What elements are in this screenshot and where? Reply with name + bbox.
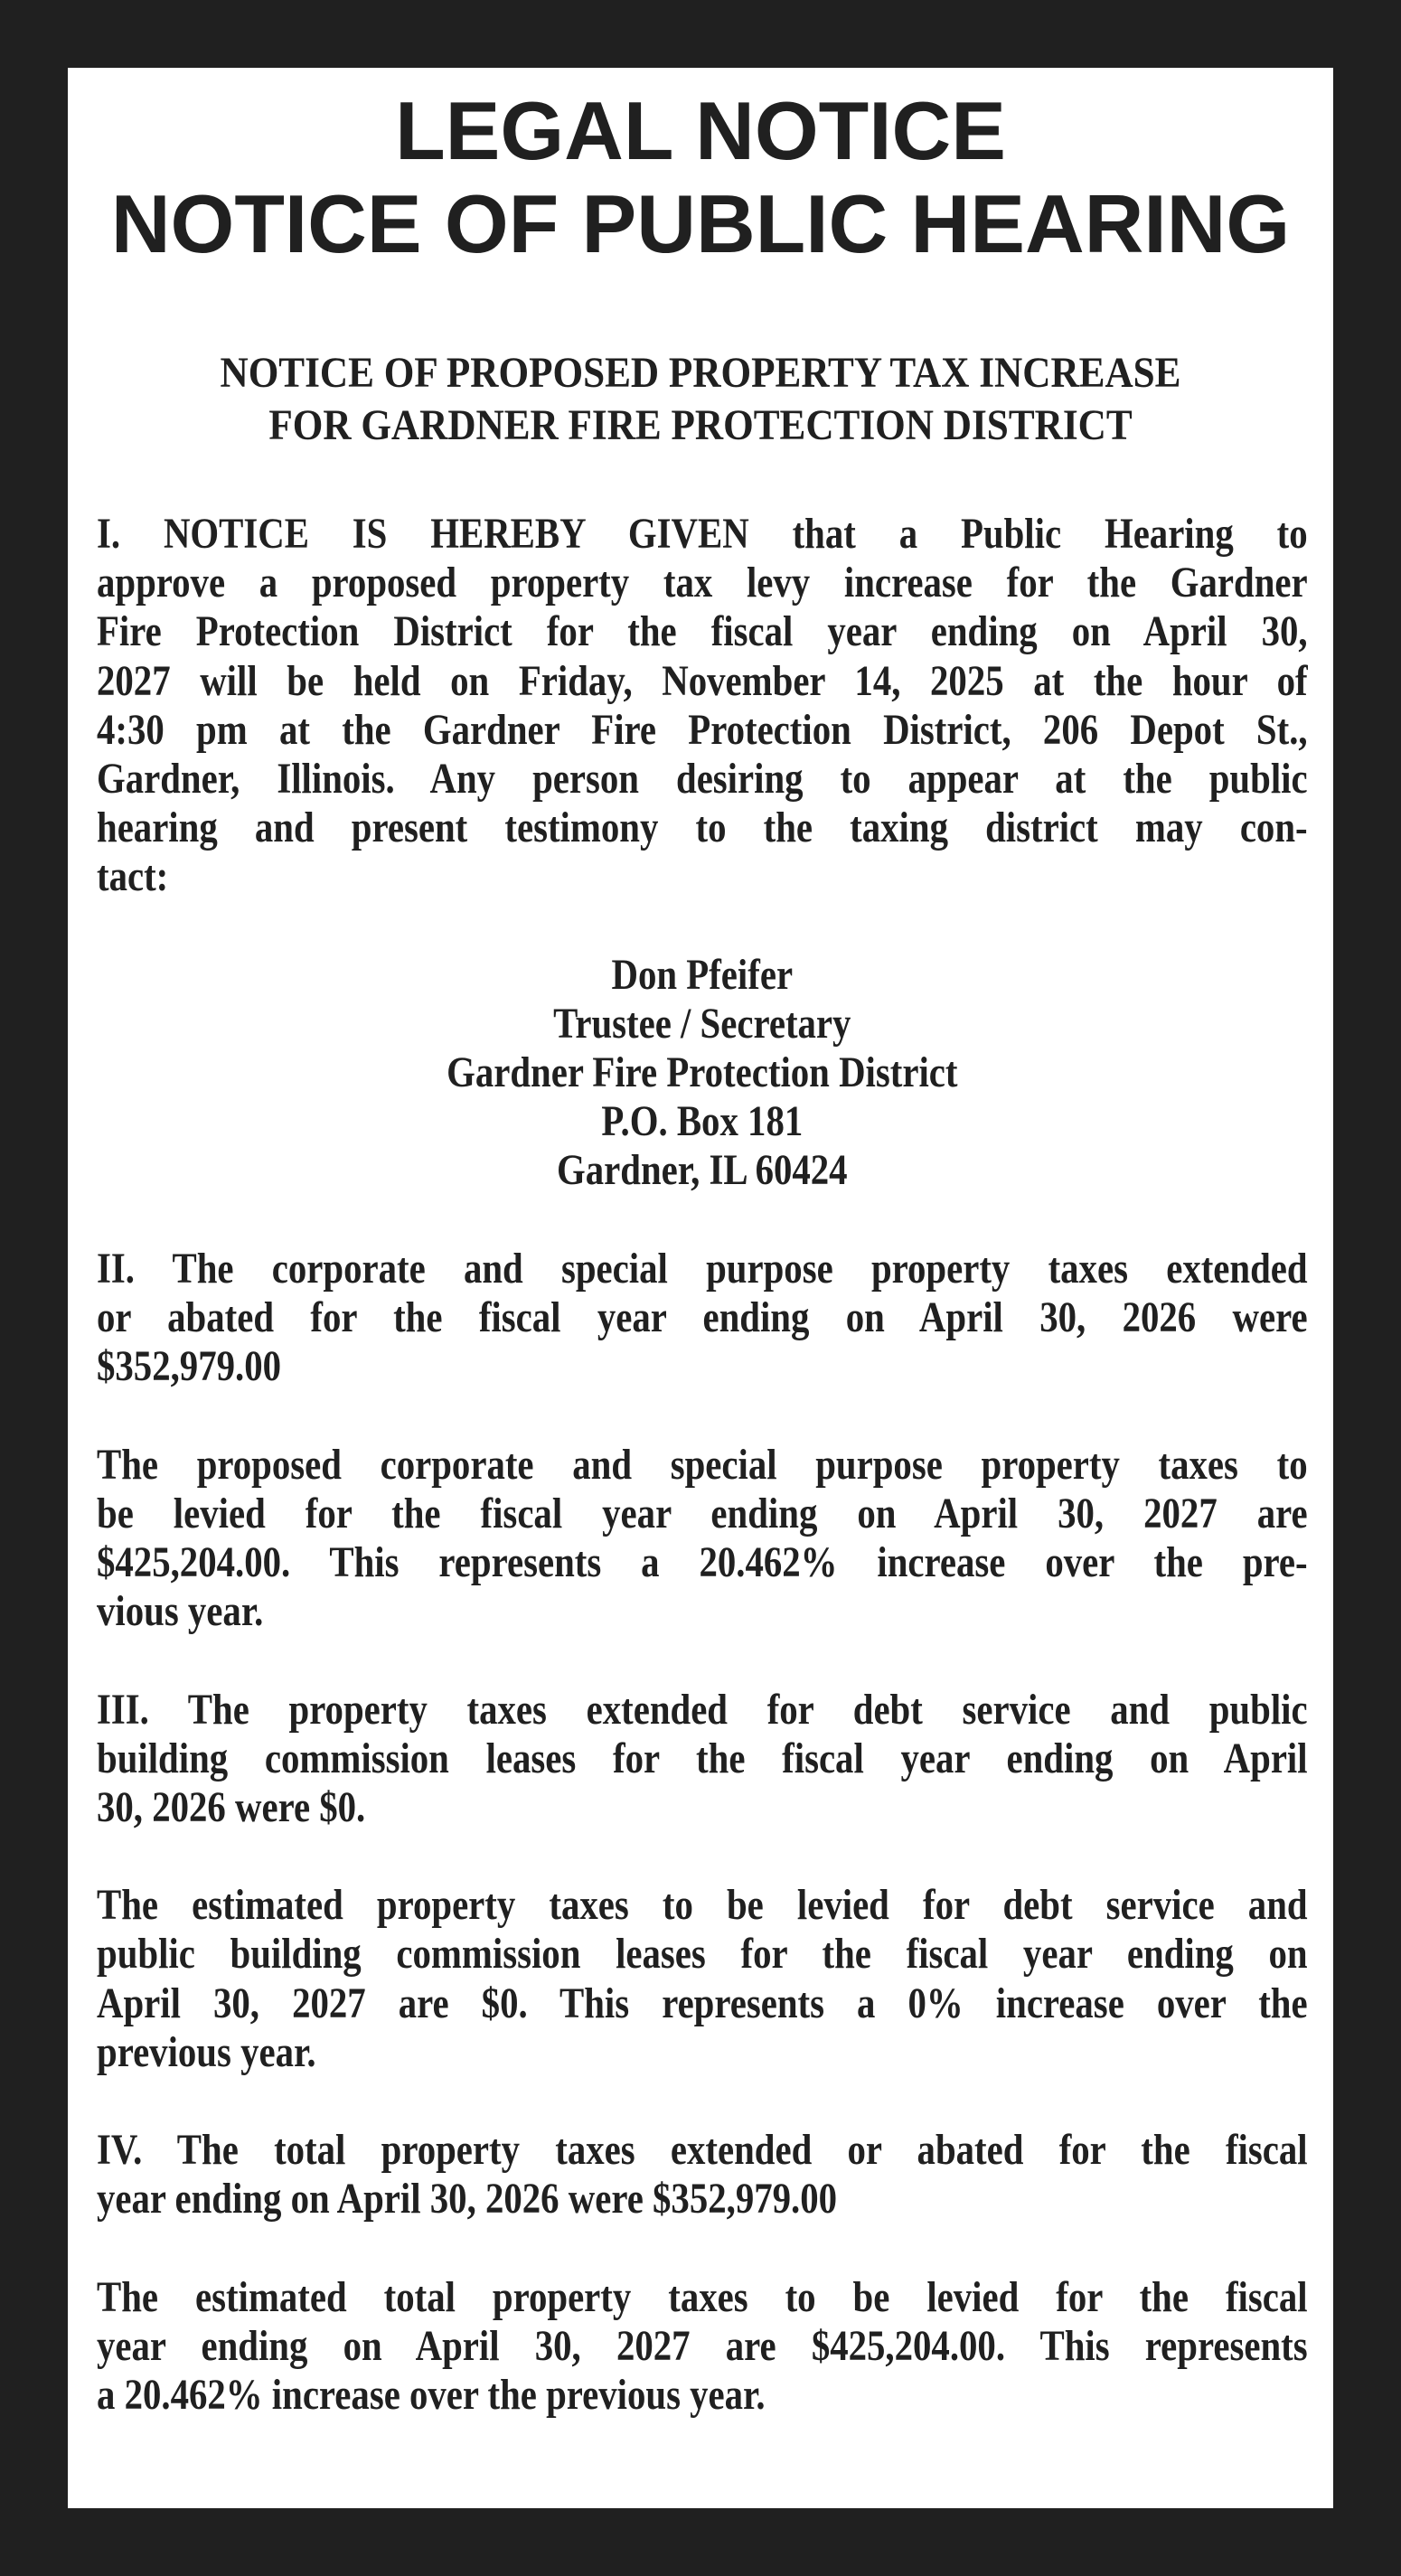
text-line: 30, 2026 were $0. <box>97 1782 366 1831</box>
text-line: The proposed corporate and special purpose property taxes to <box>97 1440 1308 1489</box>
notice-title <box>68 85 1333 271</box>
text-line: I. NOTICE IS HEREBY GIVEN that a Public Hearing to <box>97 510 1308 558</box>
text-line: vious year. <box>97 1587 264 1636</box>
section-2-paragraph <box>97 1245 1308 1392</box>
section-3-estimated-paragraph <box>97 1881 1308 2077</box>
text-line: The estimated total property taxes to be levied for the fiscal <box>97 2272 1308 2321</box>
contact-address-block <box>97 951 1308 1196</box>
notice-subtitle <box>68 347 1333 452</box>
text-line: $425,204.00. This represents a 20.462% increase over the pre- <box>97 1537 1308 1586</box>
text-line: 2027 will be held on Friday, November 14, 2025 at the hour of <box>97 656 1308 705</box>
contact-title: Trustee / Secretary <box>553 999 851 1048</box>
text-line: previous year. <box>97 2027 316 2076</box>
text-line: IV. The total property taxes extended or abated for the fiscal <box>97 2126 1308 2175</box>
text-line: 4:30 pm at the Gardner Fire Protection District, 206 Depot St., <box>97 705 1308 754</box>
section-2-proposed-paragraph <box>97 1441 1308 1637</box>
text-line: Fire Protection District for the fiscal year ending on April 30, <box>97 607 1308 656</box>
contact-name: Don Pfeifer <box>611 950 794 999</box>
contact-po-box: P.O. Box 181 <box>601 1097 804 1146</box>
text-line: The estimated property taxes to be levied for debt service and <box>97 1881 1308 1930</box>
subtitle-line: NOTICE OF PROPOSED PROPERTY TAX INCREASE <box>220 349 1181 397</box>
text-line: or abated for the fiscal year ending on April 30, 2026 were <box>97 1293 1308 1341</box>
text-line: approve a proposed property tax levy increase for the Gardner <box>97 559 1308 607</box>
section-4-estimated-paragraph <box>97 2273 1308 2421</box>
text-line: public building commission leases for the fiscal year ending on <box>97 1930 1308 1979</box>
text-line: $352,979.00 <box>97 1342 281 1391</box>
text-line: April 30, 2027 are $0. This represents a 0% increase over the <box>97 1979 1308 2027</box>
contact-city-state-zip: Gardner, IL 60424 <box>557 1146 848 1195</box>
title-line: LEGAL NOTICE <box>395 86 1006 177</box>
title-line: NOTICE OF PUBLIC HEARING <box>110 179 1291 270</box>
text-line: hearing and present testimony to the taxing district may con- <box>97 804 1308 852</box>
section-3-paragraph <box>97 1686 1308 1833</box>
contact-organization: Gardner Fire Protection District <box>447 1048 958 1097</box>
section-4-paragraph <box>97 2126 1308 2223</box>
text-line: III. The property taxes extended for debt service and public <box>97 1685 1308 1734</box>
text-line: be levied for the fiscal year ending on April 30, 2027 are <box>97 1489 1308 1537</box>
text-line: building commission leases for the fiscal year ending on April <box>97 1734 1308 1782</box>
text-line: II. The corporate and special purpose property taxes extended <box>97 1244 1308 1293</box>
subtitle-line: FOR GARDNER FIRE PROTECTION DISTRICT <box>268 401 1133 449</box>
legal-notice-page <box>68 68 1333 2508</box>
text-line: a 20.462% increase over the previous year. <box>97 2371 766 2420</box>
text-line: year ending on April 30, 2026 were $352,979.00 <box>97 2175 838 2223</box>
section-1-paragraph <box>97 510 1308 902</box>
notice-body <box>97 510 1308 2420</box>
text-line: Gardner, Illinois. Any person desiring to appear at the public <box>97 754 1308 803</box>
text-line: tact: <box>97 852 169 901</box>
text-line: year ending on April 30, 2027 are $425,204.00. This represents <box>97 2321 1308 2370</box>
